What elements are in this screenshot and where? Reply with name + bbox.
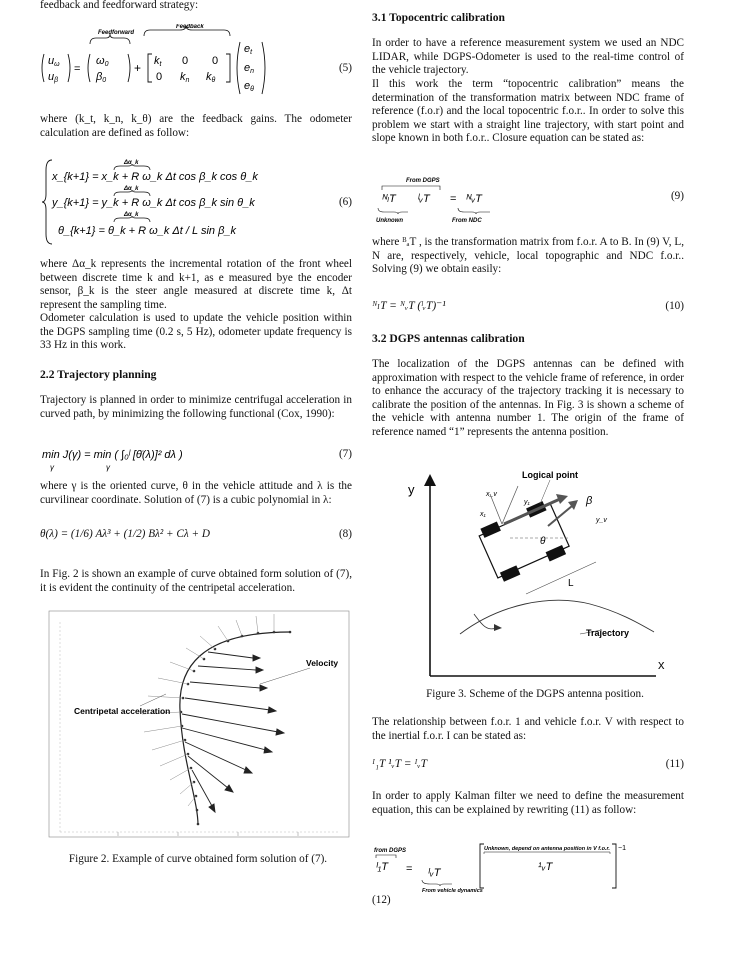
eq6-line-2: y_{k+1} = y_k + R ω_k Δt cos β_k sin θ_k: [52, 197, 255, 209]
lhs-u-beta: uβ: [48, 71, 59, 84]
fig3-logical-point-label: Logical point: [522, 470, 578, 480]
eq11-text: ᴵ₁T ¹ᵥT = ᴵᵥT: [372, 758, 428, 770]
trajectory-paragraph: Trajectory is planned in order to minimize centrifugal acceleration in curved path, by minimizing the following functional (Cox, 1990):: [40, 394, 352, 420]
gain-r2c1: 0: [156, 71, 163, 83]
eq9-t2: ˡᵥT: [418, 193, 430, 205]
figure-3-caption: Figure 3. Scheme of the DGPS antenna position.: [426, 688, 644, 700]
fig2-velocity-label: Velocity: [306, 658, 339, 668]
ff-omega0: ω0: [96, 55, 109, 68]
eq6-over-label-2: Δα_k: [124, 186, 139, 192]
eq7-number: (7): [338, 448, 352, 460]
gain-ktheta: kθ: [206, 71, 216, 84]
odometer-paragraph: where Δα_k represents the incremental rotation of the front wheel between discrete time k and k+1, as e measured bye the encoder sensor, β_k is the steer angle measured at discrete time k, Δt represent the sampling time.: [40, 258, 352, 311]
eq12-equals: =: [406, 863, 413, 875]
eq9-t1: ᴺₗT: [382, 193, 396, 205]
fig2-paragraph: In Fig. 2 is shown an example of curve obtained form solution of (7), it is evident the continuity of the centripetal acceleration.: [40, 568, 352, 594]
intro-tail: feedback and feedforward strategy:: [40, 0, 199, 11]
fig3-L-label: L: [568, 578, 574, 589]
figure-3-diagram: [390, 464, 680, 678]
eq10-number: (10): [665, 300, 684, 312]
eq6-line-1: x_{k+1} = x_k + R ω_k Δt cos β_k cos θ_k: [52, 171, 258, 183]
eq11-number: (11): [665, 758, 684, 770]
equation-6-graphic: [40, 156, 280, 248]
eq12-from-dgps: from DGPS: [374, 848, 407, 854]
figure-2-caption: Figure 2. Example of curve obtained form solution of (7).: [68, 853, 328, 865]
eq9-equals: =: [450, 193, 457, 205]
eq12-t1: ᴵ₁T: [376, 861, 388, 873]
equation-7-graphic: [40, 436, 240, 476]
eq10-text: ᴺₗT = ᴺᵥT (ˡᵥT)⁻¹: [372, 300, 446, 312]
gains-text: where (k_t, k_n, k_θ) are the feedback gains. The odometer calculation are defined as follow:: [40, 113, 352, 139]
fig3-theta-label: θ: [540, 536, 546, 547]
fig3-yv-label: y_v: [596, 517, 607, 524]
eq12-inverse: −1: [618, 845, 626, 852]
after-eq9-paragraph: where ᴮₐT , is the transformation matrix from f.o.r. A to B. In (9) V, L, N are, respectively, vehicle, local topographic and NDC f.o.r.. Solving (9) we obtain easily:: [372, 236, 684, 276]
equation-9: [372, 172, 684, 224]
fig3-x1-label: x₁: [480, 511, 486, 518]
curve-paragraph: where γ is the oriented curve, θ in the vehicle attitude and λ is the curvilinear coordinate. Solution of (7) is a cubic polynomial in λ:: [40, 480, 352, 506]
fig3-y-label: y: [408, 482, 415, 497]
eq9-t3: ᴺᵥT: [466, 193, 482, 205]
brace-feedback-label: Feedback: [176, 24, 204, 30]
section-2-2-heading: 2.2 Trajectory planning: [40, 368, 157, 381]
eq7-under-2: γ: [106, 463, 110, 472]
equation-7: [40, 436, 352, 476]
odometer-paragraph-2: Odometer calculation is used to update the vehicle position within the DGPS sampling time (0.2 s, 5 Hz), odometer update frequency is 33 Hz in this work.: [40, 312, 352, 352]
equation-5-graphic: [40, 24, 280, 96]
eq6-line-3: θ_{k+1} = θ_k + R ω_k Δt / L sin β_k: [58, 225, 236, 237]
eq9-from-dgps: From DGPS: [406, 178, 440, 184]
topocentric-paragraph-2: Il this work the term “topocentric calibration” means the determination of the transformation matrix between NDC frame of reference (f.o.r) and the local topocentric f.o.r.. In order to solve this problem we start with a straight line trajectory, with start point and slope known in both f.o.r.. Closure equation can be stated as:: [372, 78, 684, 145]
gain-kt: kt: [154, 55, 162, 68]
fig3-trajectory-label: Trajectory: [586, 628, 630, 638]
gain-r1c3: 0: [212, 55, 219, 67]
equation-10: [372, 298, 684, 318]
eq7-text: min J(γ) = min ( ∫₀ˡ [θ̈(λ)]² dλ ): [42, 449, 183, 461]
svg-text:+: +: [134, 61, 142, 75]
ff-beta0: β0: [96, 71, 107, 84]
fig2-centripetal-label: Centripetal acceleration: [74, 706, 171, 716]
section-3-1-heading: 3.1 Topocentric calibration: [372, 11, 506, 24]
eq12-t3: ¹ᵥT: [538, 861, 553, 873]
eq12-unknown: Unknown, depend on antenna position in V f.o.r.: [484, 846, 610, 852]
eq12-number: (12): [372, 894, 391, 906]
kalman-paragraph: In order to apply Kalman filter we need to define the measurement equation, this can be explained by rewriting (11) as follow:: [372, 790, 684, 816]
equation-11: [372, 756, 684, 776]
gain-kn: kn: [180, 71, 190, 84]
eq6-over-label-1: Δα_k: [124, 160, 139, 166]
err-etheta: eθ: [244, 80, 254, 93]
equation-12: [372, 842, 684, 912]
figure-2: [48, 610, 358, 872]
fig3-y1-label: y₁: [524, 499, 530, 506]
topocentric-paragraph: In order to have a reference measurement system we used an NDC LIDAR, while DGPS-Odometer is used to the real-time control of the vehicle trajectory.: [372, 37, 684, 77]
eq9-number: (9): [670, 190, 684, 202]
eq8-text: θ(λ) = (1/6) Aλ³ + (1/2) Bλ² + Cλ + D: [40, 528, 210, 540]
figure-3: [390, 464, 680, 710]
equation-5: [40, 24, 352, 96]
lhs-u-omega: uω: [48, 55, 60, 68]
err-en: en: [244, 62, 255, 75]
eq9-unknown: Unknown: [376, 218, 403, 224]
eq9-from-ndc: From NDC: [452, 218, 482, 224]
antenna-paragraph: The localization of the DGPS antennas can be defined with approximation with respect to the vehicle frame of reference, in order to enhance the accuracy of the trajectory tracking it is necessary to calibrate the position of the antennas. In Fig. 3 is shown a scheme of the vehicle with antenna number 1. The origin of the frame of reference named “1” represents the antenna position.: [372, 358, 684, 438]
fig3-x-label: x: [658, 657, 665, 672]
relationship-paragraph: The relationship between f.o.r. 1 and vehicle f.o.r. V with respect to the inertial f.o.r. I can be stated as:: [372, 716, 684, 742]
figure-2-plot: [48, 610, 358, 846]
eq7-under-1: γ: [50, 463, 54, 472]
equation-12-graphic: [372, 842, 652, 894]
gain-r1c2: 0: [182, 55, 189, 67]
eq8-number: (8): [338, 528, 352, 540]
eq5-number: (5): [338, 62, 352, 74]
equation-8: [40, 522, 352, 552]
equation-9-graphic: [372, 172, 572, 224]
eq12-from-vehicle: From vehicle dynamics: [422, 888, 483, 894]
eq6-number: (6): [338, 196, 352, 208]
section-3-2-heading: 3.2 DGPS antennas calibration: [372, 332, 525, 345]
eq6-over-label-3: Δα_k: [124, 212, 139, 218]
err-et: et: [244, 43, 253, 56]
svg-text:=: =: [74, 63, 81, 75]
brace-feedforward-label: Feedforward: [98, 30, 135, 36]
fig3-beta-label: β: [586, 495, 593, 507]
fig3-xv-label: x_v: [486, 491, 497, 498]
equation-6: [40, 156, 352, 248]
eq12-t2: ᴵᵥT: [428, 867, 441, 879]
